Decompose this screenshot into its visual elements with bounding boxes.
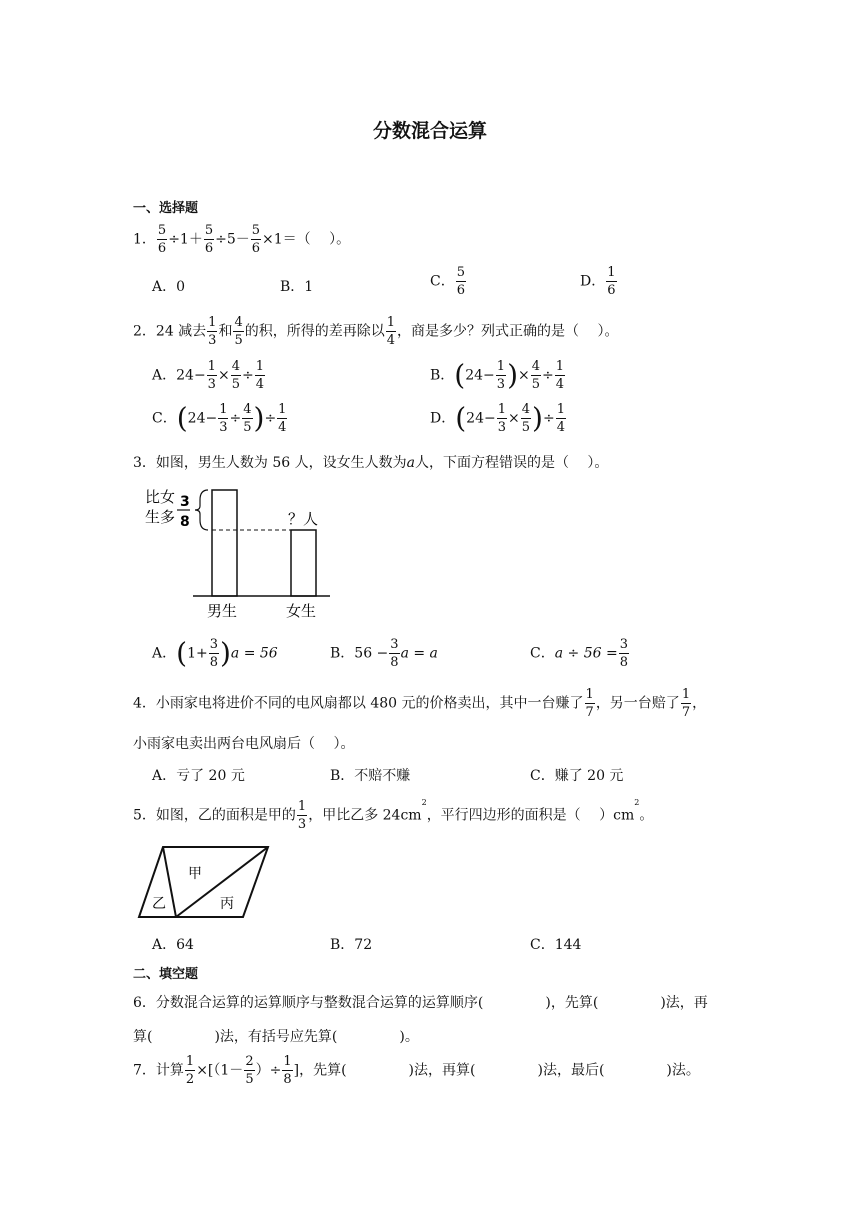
bar-diagram xyxy=(140,482,340,622)
diagram-frac-den: 8 xyxy=(180,514,190,530)
q2-option-c[interactable]: C．(24− $\frac{1}{3}$ ÷ $\frac{4}{5}$ )÷ $\frac{1}{4}$ xyxy=(152,401,287,435)
region-bing-label: 丙 xyxy=(220,896,234,912)
diagram-unknown-label: ？人 xyxy=(288,510,319,528)
q4-option-c[interactable]: C．赚了 20 元 xyxy=(530,768,624,784)
q3-option-a[interactable]: A．(1+ $\frac{3}{8}$ )a = 56 xyxy=(152,636,278,670)
diagram-label-bi-nv: 比女 xyxy=(145,488,176,506)
section-choice-heading: 一、选择题 xyxy=(133,201,199,216)
question-6: 6．分数混合运算的运算顺序与整数混合运算的运算顺序( )，先算( )法，再 xyxy=(133,995,708,1011)
question-1: 1． $\frac{5}{6}$ ÷1＋ $\frac{5}{6}$ ÷5－ $\frac{5}{6}$ ×1＝（ ）。 xyxy=(133,223,351,256)
q5-option-b[interactable]: B．72 xyxy=(330,937,373,953)
q4-option-a[interactable]: A．亏了 20 元 xyxy=(152,768,245,784)
page-title: 分数混合运算 xyxy=(372,120,487,142)
diagram-girls-label: 女生 xyxy=(286,602,317,620)
diagram-label-sheng-duo: 生多 xyxy=(145,508,176,526)
q1-option-a[interactable]: A．0 xyxy=(152,279,186,295)
q5-option-c[interactable]: C．144 xyxy=(530,937,582,953)
section-fill-heading: 二、填空题 xyxy=(133,967,199,982)
question-6-line2: 算( )法，有括号应先算( )。 xyxy=(133,1029,419,1045)
q1-option-d[interactable]: D． $\frac{1}{6}$ xyxy=(580,265,616,298)
q2-option-d[interactable]: D．(24− $\frac{1}{3}$ × $\frac{4}{5}$ )÷ $\frac{1}{4}$ xyxy=(430,401,565,435)
q1-option-c[interactable]: C． $\frac{5}{6}$ xyxy=(430,265,465,298)
region-yi-label: 乙 xyxy=(152,896,166,912)
question-5: 5．如图，乙的面积是甲的 $\frac{1}{3}$ ，甲比乙多 $24cm^2$，平行四边形的面积是（ ）$cm^2$。 xyxy=(133,798,654,832)
question-7: 7．计算 $\frac{1}{2}$ ×[（1－ $\frac{2}{5}$ ）÷ $\frac{1}{8}$ ]，先算( )法，再算( )法，最后( )法。 xyxy=(133,1054,700,1087)
diagram-frac-num: 3 xyxy=(180,494,190,510)
q2-option-b[interactable]: B．(24− $\frac{1}{3}$ )× $\frac{4}{5}$ ÷ $\frac{1}{4}$ xyxy=(430,358,565,392)
q3-option-c[interactable]: C．a ÷ 56 = $\frac{3}{8}$ xyxy=(530,637,628,670)
question-4: 4．小雨家电将进价不同的电风扇都以 480 元的价格卖出，其中一台赚了 $\frac{1}{7}$ ，另一台赔了 $\frac{1}{7}$ ， xyxy=(133,687,707,720)
parallelogram-diagram xyxy=(138,845,273,920)
question-4-line2: 小雨家电卖出两台电风扇后（ ）。 xyxy=(133,736,355,752)
region-jia-label: 甲 xyxy=(188,866,202,882)
q5-option-a[interactable]: A．64 xyxy=(152,937,194,953)
question-2: 2．24 减去 $\frac{1}{3}$ 和 $\frac{4}{5}$ 的积，所得的差再除以 $\frac{1}{4}$ ，商是多少？列式正确的是（ ）。 xyxy=(133,315,619,348)
q1-option-b[interactable]: B．1 xyxy=(280,279,314,295)
diagram-boys-label: 男生 xyxy=(207,602,238,620)
q2-option-a[interactable]: A．24− $\frac{1}{3}$ × $\frac{4}{5}$ ÷ $\frac{1}{4}$ xyxy=(152,359,264,392)
q4-option-b[interactable]: B．不赔不赚 xyxy=(330,768,411,784)
question-3: 3．如图，男生人数为 56 人，设女生人数为a人，下面方程错误的是（ ）。 xyxy=(133,455,609,471)
q3-option-b[interactable]: B．56 − $\frac{3}{8}$ a = a xyxy=(330,637,438,670)
